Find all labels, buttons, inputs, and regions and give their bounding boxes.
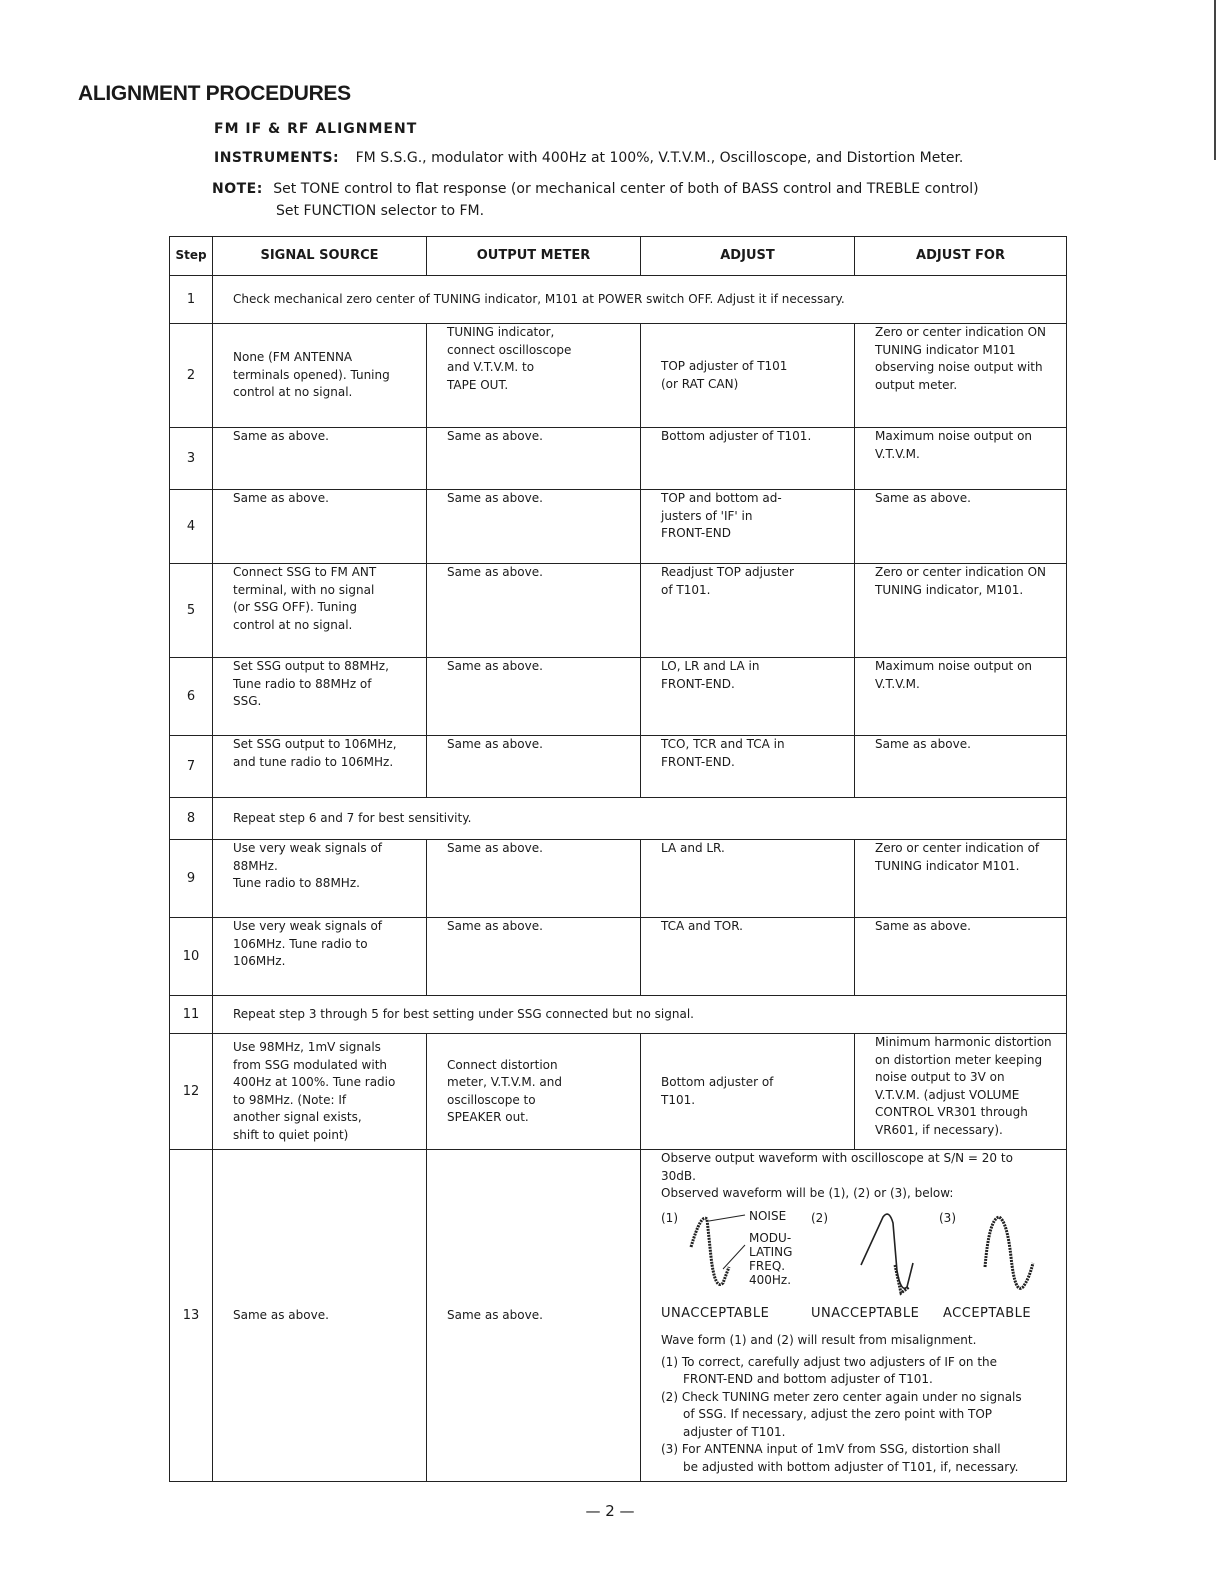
scan-edge-mark — [1214, 0, 1216, 160]
meter-cell — [427, 324, 641, 428]
source-cell — [213, 840, 427, 918]
step-number: 8 — [170, 798, 213, 840]
observe-line: Observe output waveform with oscilloscope at S/N = 20 to — [661, 1151, 1013, 1165]
cell-line: FRONT-END — [661, 526, 732, 540]
modulating-annotation-2: LATING — [749, 1244, 793, 1259]
cell-line: None (FM ANTENNA — [233, 350, 353, 365]
table-row — [170, 736, 1067, 798]
cell-line: FRONT-END. — [661, 754, 735, 769]
adjust-for-cell — [855, 658, 1067, 736]
cell-line: V.T.V.M. (adjust VOLUME — [875, 1087, 1020, 1102]
cell-line: Maximum noise output on — [875, 429, 1033, 443]
noise-pointer — [709, 1215, 745, 1221]
verdict-row — [661, 1305, 1058, 1323]
cell-line: TOP adjuster of T101 — [661, 359, 788, 373]
cell-line: connect oscilloscope — [447, 342, 572, 357]
cell-line: Same as above. — [447, 737, 543, 751]
cell-line: Same as above. — [447, 491, 543, 505]
cell-line: 400Hz at 100%. Tune radio — [233, 1075, 396, 1089]
meter-cell — [427, 918, 641, 996]
meter-cell — [427, 564, 641, 658]
header-step: Step — [170, 237, 213, 276]
cell-line: Same as above. — [875, 491, 971, 505]
cell-line: Same as above. — [875, 737, 971, 751]
adjust-cell — [641, 428, 855, 490]
cell-line: Zero or center indication of — [875, 841, 1040, 855]
verdict-1: UNACCEPTABLE — [661, 1305, 770, 1321]
cell-line: Use 98MHz, 1mV signals — [233, 1040, 381, 1054]
full-row-instruction: Check mechanical zero center of TUNING indicator, M101 at POWER switch OFF. Adjust it if necessary. — [213, 276, 1067, 324]
instruments-text: FM S.S.G., modulator with 400Hz at 100%, V.T.V.M., Oscilloscope, and Distortion Meter. — [355, 150, 964, 166]
cell-line: Bottom adjuster of T101. — [661, 429, 812, 443]
step-number: 2 — [170, 324, 213, 428]
cell-line: CONTROL VR301 through — [875, 1105, 1028, 1119]
page-title: ALIGNMENT PROCEDURES — [78, 82, 351, 105]
cell-line: observing noise output with — [875, 360, 1043, 374]
correction-step-line: FRONT-END and bottom adjuster of T101. — [683, 1372, 933, 1386]
header-adjust-for: ADJUST FOR — [855, 237, 1067, 276]
correction-step-line: adjuster of T101. — [683, 1424, 786, 1439]
note-line-2: Set FUNCTION selector to FM. — [276, 203, 485, 219]
cell-line: on distortion meter keeping — [875, 1052, 1043, 1067]
cell-line: Tune radio to 88MHz of — [233, 676, 372, 691]
alignment-table — [169, 236, 1067, 1482]
waveform-2-noise — [895, 1265, 909, 1293]
observe-waveform-cell — [641, 1150, 1067, 1482]
table-row — [170, 1034, 1067, 1150]
wave-label-1: (1) — [661, 1210, 678, 1225]
step-number: 11 — [170, 996, 213, 1034]
waveform-figure — [661, 1207, 1058, 1299]
step-number: 9 — [170, 840, 213, 918]
wave-label-3: (3) — [939, 1210, 956, 1225]
meter-cell — [427, 658, 641, 736]
cell-line: Same as above. — [447, 565, 543, 579]
meter-cell — [427, 1034, 641, 1150]
table-row — [170, 564, 1067, 658]
adjust-cell — [641, 840, 855, 918]
table-row — [170, 840, 1067, 918]
cell-line: Same as above. — [875, 919, 971, 933]
note-block — [212, 178, 979, 222]
table-row — [170, 428, 1067, 490]
correction-step-line: of SSG. If necessary, adjust the zero point with TOP — [683, 1407, 993, 1421]
meter-cell — [427, 1150, 641, 1482]
source-cell — [213, 1150, 427, 1482]
cell-line: Minimum harmonic distortion — [875, 1035, 1052, 1049]
cell-line: V.T.V.M. — [875, 676, 920, 691]
cell-line: Same as above. — [447, 429, 543, 443]
observe-line: Observed waveform will be (1), (2) or (3), below: — [661, 1186, 954, 1200]
adjust-cell — [641, 736, 855, 798]
source-cell — [213, 1034, 427, 1150]
meter-cell — [427, 840, 641, 918]
adjust-cell — [641, 1034, 855, 1150]
note-line-1: Set TONE control to flat response (or mechanical center of both of BASS control and TREBLE control) — [273, 181, 979, 197]
cell-line: Use very weak signals of — [233, 919, 383, 933]
instruments-line — [214, 150, 963, 166]
waveform-2 — [861, 1214, 913, 1288]
cell-line: VR601, if necessary). — [875, 1122, 1003, 1137]
adjust-cell — [641, 918, 855, 996]
cell-line: (or RAT CAN) — [661, 376, 739, 391]
misalignment-note: Wave form (1) and (2) will result from misalignment. — [661, 1333, 977, 1347]
step-number: 13 — [170, 1150, 213, 1482]
correction-step-line: be adjusted with bottom adjuster of T101, if, necessary. — [683, 1459, 1019, 1474]
source-cell — [213, 490, 427, 564]
table-header-row — [170, 237, 1067, 276]
note-label: NOTE: — [212, 181, 263, 197]
source-cell — [213, 658, 427, 736]
cell-line: from SSG modulated with — [233, 1057, 388, 1072]
modulating-annotation-3: FREQ. — [749, 1258, 786, 1273]
cell-line: TUNING indicator M101. — [875, 858, 1020, 873]
cell-line: justers of 'IF' in — [661, 508, 753, 523]
cell-line: LO, LR and LA in — [661, 659, 760, 673]
cell-line: TAPE OUT. — [447, 377, 509, 392]
cell-line: oscilloscope to — [447, 1092, 536, 1107]
observe-line: 30dB. — [661, 1168, 696, 1183]
meter-cell — [427, 490, 641, 564]
cell-line: noise output to 3V on — [875, 1070, 1005, 1084]
cell-line: Same as above. — [447, 1307, 543, 1322]
adjust-for-cell — [855, 490, 1067, 564]
verdict-3: ACCEPTABLE — [943, 1305, 1032, 1321]
cell-line: Tune radio to 88MHz. — [233, 876, 360, 890]
cell-line: shift to quiet point) — [233, 1127, 349, 1142]
table-row — [170, 798, 1067, 840]
source-cell — [213, 564, 427, 658]
cell-line: TUNING indicator, M101. — [875, 582, 1024, 597]
header-signal-source: SIGNAL SOURCE — [213, 237, 427, 276]
cell-line: terminal, with no signal — [233, 582, 375, 597]
source-cell — [213, 918, 427, 996]
waveform-sketches — [661, 1207, 1061, 1299]
adjust-for-cell — [855, 564, 1067, 658]
table-row — [170, 324, 1067, 428]
section-title: FM IF & RF ALIGNMENT — [214, 121, 418, 137]
cell-line: Connect distortion — [447, 1057, 558, 1072]
noise-annotation: NOISE — [749, 1208, 787, 1223]
cell-line: 106MHz. — [233, 954, 286, 968]
modulating-pointer — [723, 1245, 745, 1269]
header-adjust: ADJUST — [641, 237, 855, 276]
step-number: 3 — [170, 428, 213, 490]
table-row — [170, 276, 1067, 324]
table-row — [170, 1150, 1067, 1482]
cell-line: Same as above. — [233, 491, 329, 505]
cell-line: FRONT-END. — [661, 676, 735, 691]
header-output-meter: OUTPUT METER — [427, 237, 641, 276]
adjust-cell — [641, 490, 855, 564]
adjust-cell — [641, 564, 855, 658]
cell-line: Same as above. — [447, 659, 543, 673]
step-number: 6 — [170, 658, 213, 736]
full-row-instruction: Repeat step 6 and 7 for best sensitivity. — [213, 798, 1067, 840]
cell-line: Same as above. — [447, 919, 543, 933]
cell-line: (or SSG OFF). Tuning — [233, 600, 357, 614]
step-number: 4 — [170, 490, 213, 564]
cell-line: TUNING indicator M101 — [875, 342, 1016, 357]
adjust-for-cell — [855, 1034, 1067, 1150]
cell-line: Same as above. — [233, 1307, 329, 1322]
adjust-for-cell — [855, 324, 1067, 428]
wave-label-2: (2) — [811, 1210, 828, 1225]
modulating-annotation-4: 400Hz. — [749, 1272, 792, 1287]
adjust-cell — [641, 658, 855, 736]
cell-line: TOP and bottom ad- — [661, 491, 782, 505]
correction-step-line: (1) To correct, carefully adjust two adjusters of IF on the — [661, 1354, 998, 1369]
table-row — [170, 490, 1067, 564]
cell-line: control at no signal. — [233, 617, 353, 632]
cell-line: control at no signal. — [233, 385, 353, 400]
cell-line: LA and LR. — [661, 841, 725, 855]
cell-line: of T101. — [661, 582, 711, 597]
cell-line: Same as above. — [233, 429, 329, 443]
meter-cell — [427, 736, 641, 798]
table-row — [170, 996, 1067, 1034]
cell-line: and tune radio to 106MHz. — [233, 754, 394, 769]
cell-line: output meter. — [875, 377, 958, 392]
cell-line: another signal exists, — [233, 1110, 362, 1124]
full-row-instruction: Repeat step 3 through 5 for best setting under SSG connected but no signal. — [213, 996, 1067, 1034]
cell-line: Use very weak signals of — [233, 841, 383, 855]
cell-line: Bottom adjuster of — [661, 1075, 774, 1089]
cell-line: Zero or center indication ON — [875, 325, 1047, 339]
adjust-for-cell — [855, 840, 1067, 918]
table-row — [170, 918, 1067, 996]
cell-line: TCA and TOR. — [661, 919, 743, 933]
waveform-1 — [691, 1218, 729, 1284]
cell-line: Maximum noise output on — [875, 659, 1033, 673]
adjust-cell — [641, 324, 855, 428]
step-number: 1 — [170, 276, 213, 324]
verdict-2: UNACCEPTABLE — [811, 1305, 920, 1321]
cell-line: Connect SSG to FM ANT — [233, 565, 377, 579]
correction-step-line: (2) Check TUNING meter zero center again under no signals — [661, 1389, 1022, 1404]
modulating-annotation-1: MODU- — [749, 1230, 792, 1245]
correction-step-line: (3) For ANTENNA input of 1mV from SSG, distortion shall — [661, 1442, 1001, 1456]
source-cell — [213, 736, 427, 798]
adjust-for-cell — [855, 428, 1067, 490]
cell-line: TCO, TCR and TCA in — [661, 737, 785, 751]
cell-line: Set SSG output to 88MHz, — [233, 659, 389, 673]
waveform-3 — [985, 1217, 1033, 1288]
cell-line: SPEAKER out. — [447, 1110, 529, 1124]
meter-cell — [427, 428, 641, 490]
cell-line: to 98MHz. (Note: If — [233, 1092, 347, 1107]
table-row — [170, 658, 1067, 736]
cell-line: T101. — [661, 1092, 696, 1107]
adjust-for-cell — [855, 736, 1067, 798]
step-number: 12 — [170, 1034, 213, 1150]
cell-line: Zero or center indication ON — [875, 565, 1047, 579]
cell-line: terminals opened). Tuning — [233, 367, 390, 382]
page-number: — 2 — — [585, 1502, 635, 1520]
cell-line: 88MHz. — [233, 858, 278, 873]
cell-line: Set SSG output to 106MHz, — [233, 737, 397, 751]
instruments-label: INSTRUMENTS: — [214, 150, 340, 166]
cell-line: TUNING indicator, — [447, 325, 555, 339]
cell-line: SSG. — [233, 694, 262, 708]
step-number: 5 — [170, 564, 213, 658]
adjust-for-cell — [855, 918, 1067, 996]
cell-line: V.T.V.M. — [875, 446, 920, 461]
cell-line: meter, V.T.V.M. and — [447, 1075, 562, 1089]
step-number: 10 — [170, 918, 213, 996]
cell-line: Same as above. — [447, 841, 543, 855]
cell-line: and V.T.V.M. to — [447, 360, 535, 374]
source-cell — [213, 428, 427, 490]
source-cell — [213, 324, 427, 428]
cell-line: 106MHz. Tune radio to — [233, 936, 368, 951]
cell-line: Readjust TOP adjuster — [661, 565, 794, 579]
step-number: 7 — [170, 736, 213, 798]
